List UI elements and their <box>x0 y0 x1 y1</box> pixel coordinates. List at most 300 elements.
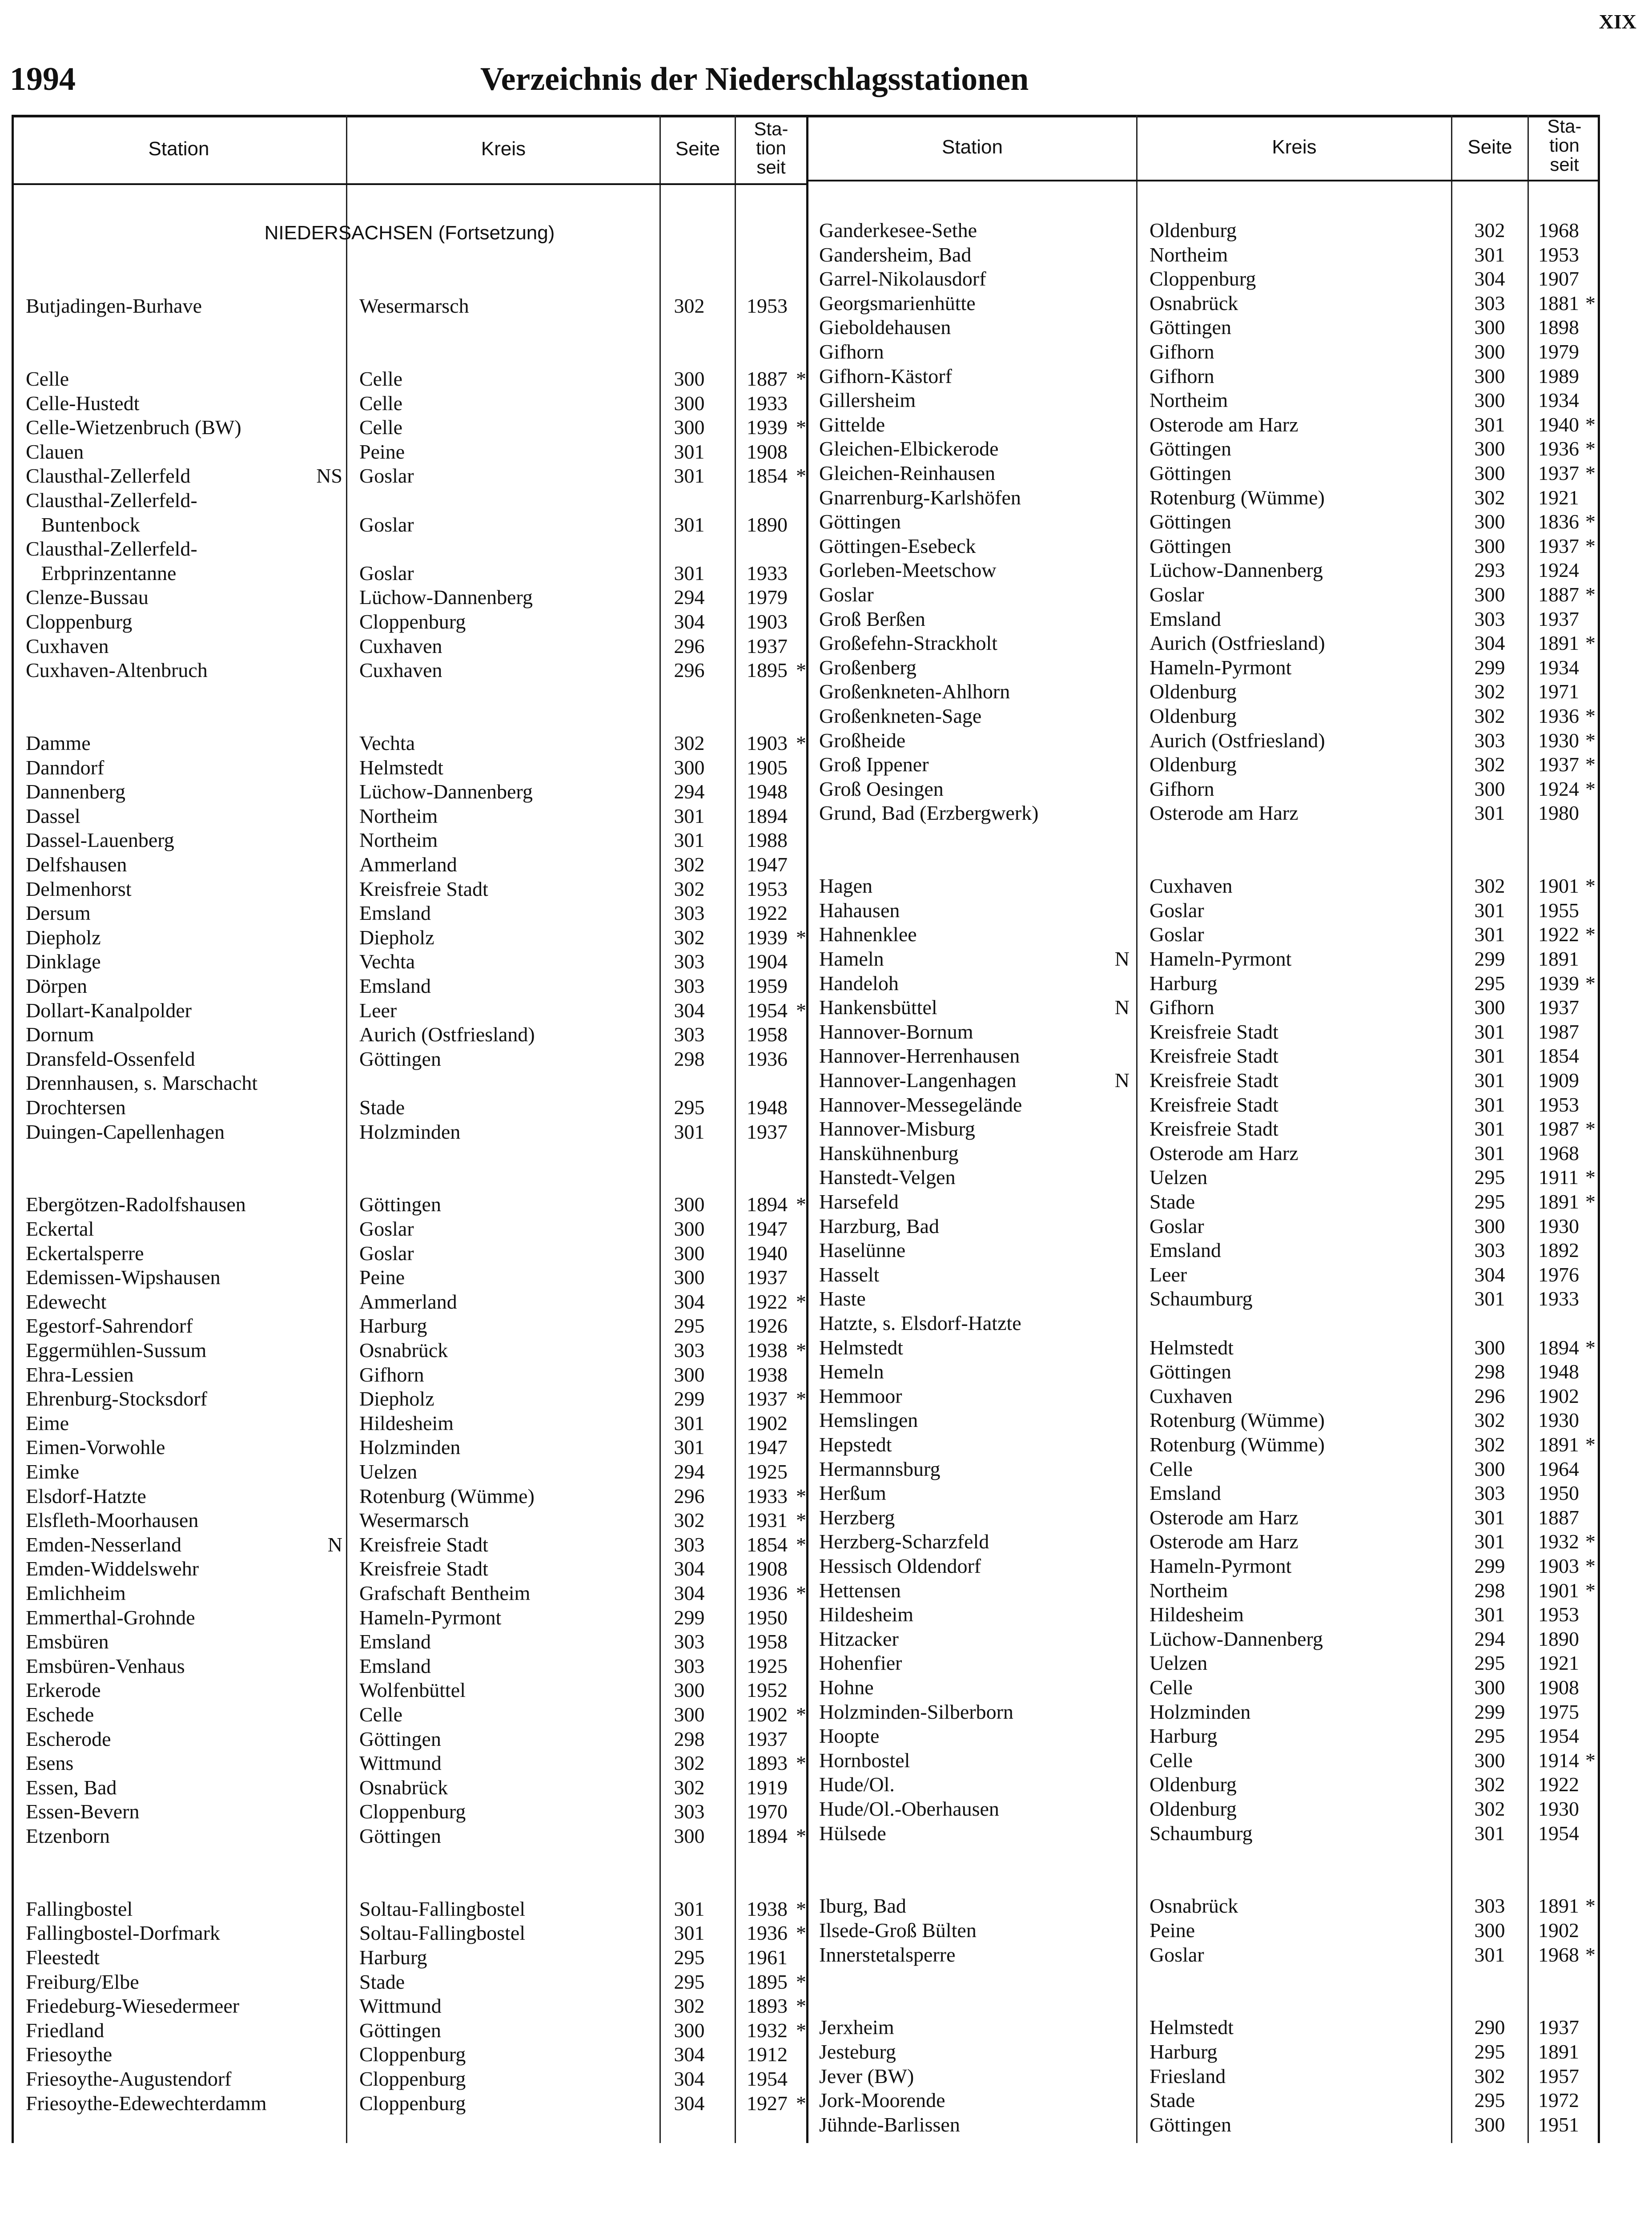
seite-value: 302 <box>1474 1433 1505 1456</box>
table-row <box>0 2064 1652 2088</box>
table-row <box>0 1262 1652 1287</box>
seite-value: 294 <box>674 1460 705 1483</box>
seite-value: 303 <box>674 1339 705 1362</box>
asterisk-mark: * <box>1585 1943 1596 1966</box>
station-seit-year: 1854 <box>1538 1044 1579 1068</box>
kreis-name: Stade <box>1150 2089 1195 2112</box>
station-name: Emden-Nesserland <box>26 1533 181 1556</box>
station-name: Damme <box>26 732 91 754</box>
asterisk-mark: * <box>1585 705 1596 727</box>
station-name: Göttingen-Esebeck <box>819 534 976 557</box>
station-name: Hornbostel <box>819 1749 910 1772</box>
kreis-name: Rotenburg (Wümme) <box>1150 486 1325 509</box>
table-row <box>0 1797 1652 1821</box>
table-row <box>0 631 1652 655</box>
station-name: Dransfeld-Ossenfeld <box>26 1047 195 1070</box>
seite-value: 304 <box>674 2091 705 2115</box>
station-seit-year: 1887 <box>747 367 788 390</box>
kreis-name: Oldenburg <box>1150 705 1237 727</box>
table-row <box>0 218 1652 242</box>
seite-value: 302 <box>1474 219 1505 242</box>
seite-value: 301 <box>674 804 705 827</box>
year-heading: 1994 <box>10 61 76 97</box>
seite-value: 303 <box>674 1533 705 1556</box>
station-seit-year: 1940 <box>747 1241 788 1265</box>
kreis-name: Ammerland <box>359 853 457 876</box>
kreis-name: Kreisfreie Stadt <box>359 1533 488 1556</box>
kreis-name: Osterode am Harz <box>1150 802 1298 825</box>
asterisk-mark: * <box>796 1339 806 1362</box>
station-name: Haselünne <box>819 1239 906 1262</box>
station-seit-year: 1898 <box>1538 316 1579 339</box>
station-seit-year: 1903 <box>747 610 788 633</box>
station-seit-year: 1925 <box>747 1654 788 1677</box>
station-seit-year: 1987 <box>1538 1020 1579 1043</box>
table-row <box>0 315 1652 339</box>
kreis-name: Cuxhaven <box>359 659 442 682</box>
station-seit-year: 1909 <box>1538 1069 1579 1092</box>
kreis-name: Uelzen <box>1150 1652 1208 1675</box>
station-name: Essen, Bad <box>26 1776 117 1799</box>
asterisk-mark: * <box>796 416 806 439</box>
table-row <box>0 1359 1652 1384</box>
seite-value: 299 <box>1474 1700 1505 1723</box>
station-flag: NS <box>316 464 342 488</box>
kreis-name: Helmstedt <box>1150 1336 1234 1359</box>
seite-value: 303 <box>674 902 705 925</box>
kreis-name: Hildesheim <box>1150 1603 1244 1626</box>
table-row <box>0 1019 1652 1044</box>
kreis-name: Holzminden <box>359 1436 461 1459</box>
asterisk-mark: * <box>1585 1190 1596 1213</box>
table-row <box>0 1408 1652 1432</box>
station-name: Herßum <box>819 1482 886 1505</box>
station-seit-year: 1954 <box>747 2067 788 2090</box>
asterisk-mark: * <box>796 2091 806 2115</box>
station-name: Dörpen <box>26 975 87 997</box>
kreis-name: Cloppenburg <box>359 2067 466 2090</box>
station-name: Escherode <box>26 1727 111 1750</box>
station-flag: N <box>1114 996 1129 1019</box>
asterisk-mark: * <box>796 1825 806 1847</box>
kreis-name: Oldenburg <box>1150 680 1237 703</box>
station-name: Hohne <box>819 1676 874 1699</box>
kreis-name: Northeim <box>359 829 438 852</box>
asterisk-mark: * <box>796 1533 806 1556</box>
table-row <box>0 1481 1652 1505</box>
table-row <box>0 1942 1652 1967</box>
station-name: Celle-Wietzenbruch (BW) <box>26 416 241 439</box>
station-seit-year: 1901 <box>1538 1579 1579 1602</box>
station-name: Fallingbostel <box>26 1897 133 1920</box>
station-seit-year: 1930 <box>1538 1409 1579 1432</box>
table-row <box>0 1044 1652 1068</box>
kreis-name: Goslar <box>359 464 414 488</box>
table-row <box>0 1432 1652 1457</box>
station-seit-year: 1926 <box>747 1314 788 1338</box>
station-seit-year: 1961 <box>747 1946 788 1969</box>
asterisk-mark: * <box>1585 971 1596 995</box>
kreis-name: Göttingen <box>359 1193 441 1216</box>
table-row <box>0 461 1652 485</box>
station-seit-year: 1905 <box>747 756 788 779</box>
seite-value: 298 <box>674 1727 705 1750</box>
seite-value: 300 <box>674 1825 705 1847</box>
station-name: Fleestedt <box>26 1946 100 1969</box>
station-seit-year: 1894 <box>1538 1336 1579 1359</box>
station-seit-year: 1980 <box>1538 802 1579 825</box>
station-name: Göttingen <box>819 510 901 533</box>
header-seit-line: tion <box>756 137 786 158</box>
page-number: XIX <box>1599 10 1636 33</box>
seite-value: 300 <box>1474 1676 1505 1699</box>
station-seit-year: 1968 <box>1538 219 1579 242</box>
station-seit-year: 1901 <box>1538 874 1579 898</box>
station-seit-year: 1895 <box>747 659 788 682</box>
kreis-name: Lüchow-Dannenberg <box>1150 559 1323 582</box>
kreis-name: Gifhorn <box>1150 364 1214 387</box>
station-seit-year: 1893 <box>747 1752 788 1775</box>
station-seit-year: 1933 <box>747 1484 788 1507</box>
station-seit-year: 1940 <box>1538 413 1579 436</box>
station-seit-year: 1950 <box>747 1606 788 1629</box>
station-name: Clenze-Bussau <box>26 586 149 609</box>
station-seit-year: 1971 <box>1538 680 1579 703</box>
station-seit-year: 1936 <box>747 1922 788 1945</box>
kreis-name: Cloppenburg <box>1150 267 1256 290</box>
station-seit-year: 1937 <box>1538 753 1579 776</box>
seite-value: 300 <box>674 367 705 390</box>
station-name: Dassel <box>26 804 80 827</box>
station-seit-year: 1964 <box>1538 1457 1579 1480</box>
station-name: Helmstedt <box>819 1336 904 1359</box>
seite-value: 302 <box>674 1776 705 1799</box>
station-name: Emlichheim <box>26 1582 126 1604</box>
station-flag: N <box>1114 1069 1129 1092</box>
asterisk-mark: * <box>796 1970 806 1993</box>
station-seit-year: 1988 <box>747 829 788 852</box>
station-seit-year: 1936 <box>747 1047 788 1070</box>
station-seit-year: 1912 <box>747 2043 788 2066</box>
table-row <box>0 2039 1652 2064</box>
table-row <box>0 971 1652 995</box>
station-name: Gifhorn-Kästorf <box>819 364 952 387</box>
station-name: Drennhausen, s. Marschacht <box>26 1072 258 1095</box>
asterisk-mark: * <box>796 1703 806 1726</box>
station-name: Hemeln <box>819 1360 884 1383</box>
seite-value: 303 <box>1474 1482 1505 1505</box>
station-name: Holzminden-Silberborn <box>819 1700 1013 1723</box>
seite-value: 301 <box>1474 1020 1505 1043</box>
station-seit-year: 1907 <box>1538 267 1579 290</box>
station-seit-year: 1934 <box>1538 389 1579 412</box>
asterisk-mark: * <box>1585 1117 1596 1140</box>
kreis-name: Aurich (Ostfriesland) <box>1150 729 1325 752</box>
station-seit-year: 1921 <box>1538 486 1579 509</box>
station-seit-year: 1902 <box>747 1703 788 1726</box>
kreis-name: Göttingen <box>1150 510 1231 533</box>
kreis-name: Lüchow-Dannenberg <box>359 586 533 609</box>
asterisk-mark: * <box>796 1290 806 1313</box>
station-name: Hessisch Oldendorf <box>819 1555 981 1577</box>
seite-value: 302 <box>674 926 705 949</box>
station-name: Gleichen-Reinhausen <box>819 462 995 484</box>
station-seit-year: 1937 <box>747 1727 788 1750</box>
station-seit-year: 1975 <box>1538 1700 1579 1723</box>
station-name: Hohenfier <box>819 1652 902 1675</box>
asterisk-mark: * <box>1585 1166 1596 1189</box>
kreis-name: Emsland <box>359 902 431 925</box>
kreis-name: Vechta <box>359 732 415 754</box>
seite-value: 302 <box>1474 1773 1505 1796</box>
seite-value: 300 <box>1474 1749 1505 1772</box>
station-seit-year: 1922 <box>747 1290 788 1313</box>
kreis-name: Kreisfreie Stadt <box>1150 1020 1278 1043</box>
asterisk-mark: * <box>796 1752 806 1775</box>
header-station-right: Station <box>942 136 1003 158</box>
station-name: Freiburg/Elbe <box>26 1970 139 1993</box>
station-name: Hemmoor <box>819 1384 902 1407</box>
seite-value: 301 <box>674 829 705 852</box>
seite-value: 300 <box>1474 340 1505 363</box>
kreis-name: Ammerland <box>359 1290 457 1313</box>
station-name: Grund, Bad (Erzbergwerk) <box>819 802 1039 825</box>
station-seit-year: 1954 <box>1538 1821 1579 1845</box>
asterisk-mark: * <box>1585 874 1596 898</box>
table-row <box>0 1529 1652 1554</box>
seite-value: 304 <box>1474 632 1505 655</box>
station-name: Elsdorf-Hatzte <box>26 1484 146 1507</box>
seite-value: 300 <box>674 1363 705 1386</box>
station-name: Ilsede-Groß Bülten <box>819 1919 977 1942</box>
station-seit-year: 1936 <box>747 1582 788 1604</box>
asterisk-mark: * <box>1585 1579 1596 1602</box>
seite-value: 302 <box>674 732 705 754</box>
header-seit-line: seit <box>756 157 786 177</box>
station-name: Hepstedt <box>819 1433 892 1456</box>
station-seit-year: 1952 <box>747 1679 788 1702</box>
seite-value: 304 <box>674 1290 705 1313</box>
table-row <box>0 607 1652 631</box>
table-row <box>0 1068 1652 1092</box>
seite-value: 300 <box>1474 389 1505 412</box>
asterisk-mark: * <box>1585 753 1596 776</box>
station-seit-year: 1947 <box>747 1436 788 1459</box>
station-name: Groß Ippener <box>819 753 929 776</box>
station-seit-year: 1919 <box>747 1776 788 1799</box>
station-seit-year: 1887 <box>1538 583 1579 606</box>
kreis-name: Celle <box>359 1703 403 1726</box>
seite-value: 301 <box>674 440 705 463</box>
seite-value: 301 <box>1474 923 1505 946</box>
station-name: Erkerode <box>26 1679 101 1702</box>
table-row <box>0 1505 1652 1530</box>
station-name: Herzberg <box>819 1506 895 1529</box>
asterisk-mark: * <box>1585 413 1596 436</box>
station-name: Esens <box>26 1752 74 1775</box>
table-row <box>0 2088 1652 2112</box>
kreis-name: Hameln-Pyrmont <box>1150 947 1292 970</box>
station-name: Duingen-Capellenhagen <box>26 1120 225 1143</box>
kreis-name: Kreisfreie Stadt <box>359 877 488 900</box>
station-seit-year: 1930 <box>1538 1214 1579 1237</box>
station-name: Hude/Ol. <box>819 1773 895 1796</box>
table-row <box>0 1554 1652 1578</box>
kreis-name: Göttingen <box>359 1727 441 1750</box>
station-name: Hemslingen <box>819 1409 918 1432</box>
station-seit-year: 1891 <box>1538 632 1579 655</box>
station-seit-year: 1922 <box>747 902 788 925</box>
station-seit-year: 1922 <box>1538 1773 1579 1796</box>
seite-value: 300 <box>674 391 705 415</box>
station-seit-year: 1936 <box>1538 705 1579 727</box>
asterisk-mark: * <box>1585 291 1596 314</box>
station-seit-year: 1922 <box>1538 923 1579 946</box>
kreis-name: Cuxhaven <box>1150 1384 1233 1407</box>
seite-value: 303 <box>1474 607 1505 630</box>
kreis-name: Celle <box>359 367 403 390</box>
station-seit-year: 1904 <box>747 950 788 973</box>
station-seit-year: 1930 <box>1538 1797 1579 1820</box>
station-seit-year: 1954 <box>747 999 788 1022</box>
kreis-name: Emsland <box>1150 607 1221 630</box>
table-row <box>0 679 1652 704</box>
table-row <box>0 1286 1652 1311</box>
station-seit-year: 1951 <box>1538 2113 1579 2136</box>
table-row <box>0 1894 1652 1918</box>
kreis-name: Gifhorn <box>1150 777 1214 800</box>
asterisk-mark: * <box>796 1193 806 1216</box>
seite-value: 303 <box>1474 1894 1505 1918</box>
station-seit-year: 1890 <box>747 513 788 536</box>
seite-value: 300 <box>1474 316 1505 339</box>
seite-value: 303 <box>1474 291 1505 314</box>
header-rule-right <box>808 180 1600 181</box>
seite-value: 302 <box>1474 1409 1505 1432</box>
seite-value: 295 <box>1474 1652 1505 1675</box>
station-seit-year: 1854 <box>747 464 788 488</box>
seite-value: 303 <box>674 1023 705 1046</box>
station-seit-year: 1936 <box>1538 437 1579 460</box>
asterisk-mark: * <box>796 999 806 1022</box>
kreis-name: Hameln-Pyrmont <box>359 1606 502 1629</box>
station-seit-year: 1902 <box>747 1411 788 1434</box>
station-name: Großenkneten-Sage <box>819 705 982 727</box>
kreis-name: Celle <box>1150 1749 1193 1772</box>
seite-value: 300 <box>674 756 705 779</box>
station-seit-year: 1954 <box>1538 1724 1579 1748</box>
seite-value: 290 <box>1474 2016 1505 2039</box>
kreis-name: Gifhorn <box>1150 340 1214 363</box>
station-name: Großenberg <box>819 656 916 679</box>
kreis-name: Göttingen <box>1150 2113 1231 2136</box>
table-row <box>0 1578 1652 1603</box>
table-row <box>0 558 1652 582</box>
station-name: Eimen-Vorwohle <box>26 1436 165 1459</box>
seite-value: 301 <box>1474 1117 1505 1140</box>
seite-value: 301 <box>674 1411 705 1434</box>
station-name: Hildesheim <box>819 1603 914 1626</box>
kreis-name: Cloppenburg <box>359 1800 466 1823</box>
station-name: Hasselt <box>819 1263 880 1286</box>
section-label: NIEDERSACHSEN (Fortsetzung) <box>264 222 555 244</box>
station-name: Emsbüren-Venhaus <box>26 1654 185 1677</box>
seite-value: 302 <box>1474 2064 1505 2087</box>
station-seit-year: 1939 <box>1538 971 1579 995</box>
asterisk-mark: * <box>1585 534 1596 557</box>
table-row <box>0 704 1652 728</box>
kreis-name: Cuxhaven <box>1150 874 1233 898</box>
header-rule-left <box>12 183 808 185</box>
station-name: Hatzte, s. Elsdorf-Hatzte <box>819 1312 1021 1334</box>
seite-value: 301 <box>674 513 705 536</box>
table-row <box>0 752 1652 777</box>
kreis-name: Harburg <box>1150 971 1218 995</box>
station-seit-year: 1902 <box>1538 1384 1579 1407</box>
seite-value: 300 <box>674 1266 705 1289</box>
kreis-name: Stade <box>1150 1190 1195 1213</box>
kreis-name: Celle <box>359 416 403 439</box>
kreis-name: Emsland <box>1150 1239 1221 1262</box>
seite-value: 301 <box>1474 1287 1505 1310</box>
seite-value: 303 <box>674 950 705 973</box>
seite-value: 300 <box>674 1193 705 1216</box>
table-row <box>0 1772 1652 1797</box>
seite-value: 294 <box>674 780 705 803</box>
station-seit-year: 1937 <box>747 1120 788 1143</box>
station-name: Clausthal-Zellerfeld <box>26 464 191 488</box>
station-name: Jerxheim <box>819 2016 894 2039</box>
seite-value: 301 <box>1474 1943 1505 1966</box>
kreis-name: Wittmund <box>359 1994 442 2018</box>
table-row <box>0 898 1652 923</box>
header-kreis-left: Kreis <box>481 138 526 160</box>
station-seit-year: 1894 <box>747 804 788 827</box>
seite-value: 300 <box>1474 1919 1505 1942</box>
kreis-name: Osterode am Harz <box>1150 413 1298 436</box>
kreis-name: Osnabrück <box>359 1339 448 1362</box>
station-name: Großenkneten-Ahlhorn <box>819 680 1010 703</box>
station-name: Hannover-Messegelände <box>819 1093 1022 1116</box>
seite-value: 304 <box>674 1557 705 1580</box>
seite-value: 295 <box>1474 1166 1505 1189</box>
seite-value: 304 <box>1474 267 1505 290</box>
station-name: Friesoythe <box>26 2043 113 2066</box>
station-seit-year: 1976 <box>1538 1263 1579 1286</box>
seite-value: 304 <box>674 610 705 633</box>
seite-value: 303 <box>674 975 705 997</box>
station-name: Jever (BW) <box>819 2064 914 2087</box>
asterisk-mark: * <box>1585 1749 1596 1772</box>
seite-value: 296 <box>674 659 705 682</box>
seite-value: 295 <box>1474 1724 1505 1748</box>
kreis-name: Diepholz <box>359 926 434 949</box>
kreis-name: Uelzen <box>359 1460 418 1483</box>
station-name: Friedland <box>26 2019 105 2042</box>
seite-value: 302 <box>1474 1797 1505 1820</box>
asterisk-mark: * <box>1585 729 1596 752</box>
station-name: Ehrenburg-Stocksdorf <box>26 1387 207 1410</box>
kreis-name: Cloppenburg <box>359 2043 466 2066</box>
station-seit-year: 1938 <box>747 1897 788 1920</box>
station-name: Hülsede <box>819 1821 886 1845</box>
table-row <box>0 777 1652 801</box>
asterisk-mark: * <box>1585 462 1596 484</box>
kreis-name: Celle <box>1150 1457 1193 1480</box>
station-seit-year: 1891 <box>1538 2040 1579 2063</box>
station-name: Georgsmarienhütte <box>819 291 976 314</box>
station-name: Großefehn-Strackholt <box>819 632 998 655</box>
